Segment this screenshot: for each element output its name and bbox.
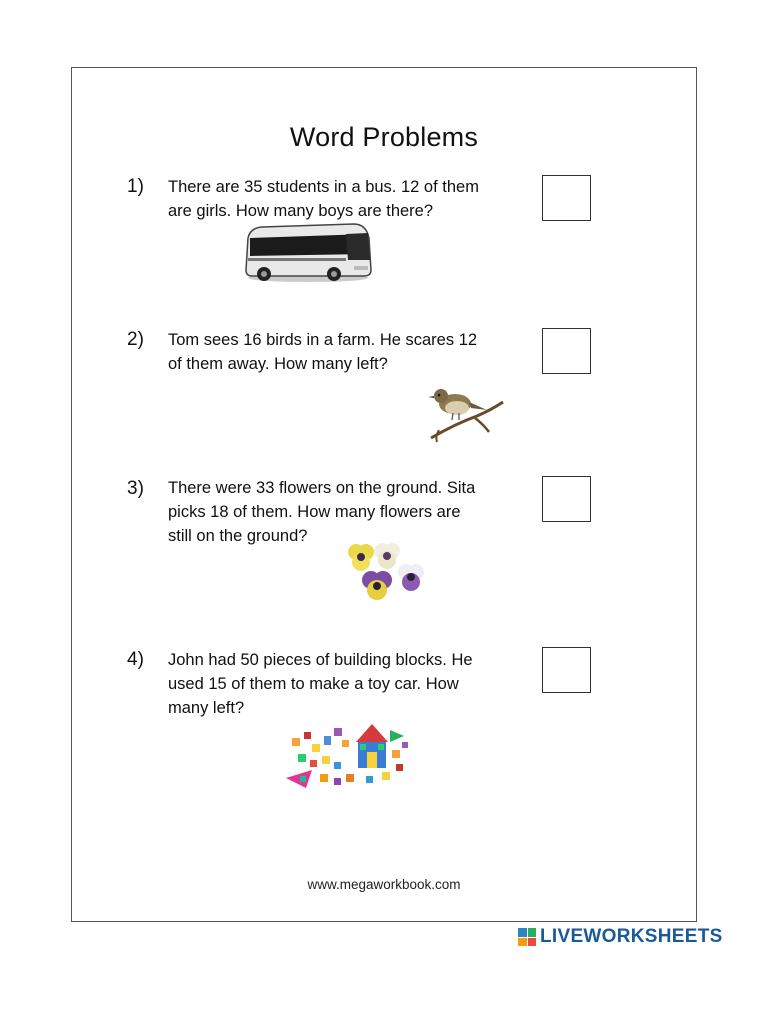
problem-2-line-2: of them away. How many left?: [168, 355, 388, 373]
liveworksheets-logo: [518, 928, 536, 946]
problem-4-answer-box[interactable]: [542, 647, 591, 693]
problem-4-line-2: used 15 of them to make a toy car. How: [168, 675, 459, 693]
problem-3-number: 3): [127, 478, 144, 499]
problem-1-line-2: are girls. How many boys are there?: [168, 202, 434, 220]
worksheet-title: Word Problems: [289, 122, 479, 152]
problem-4-number: 4): [127, 649, 144, 670]
problem-3-line-2: picks 18 of them. How many flowers are: [168, 503, 461, 521]
problem-2-answer-box[interactable]: [542, 328, 591, 374]
problem-4-text: [168, 648, 538, 720]
problem-1-answer-box[interactable]: [542, 175, 591, 221]
problem-1-number: 1): [127, 176, 144, 197]
website-footer: www.megaworkbook.com: [307, 877, 461, 892]
pansy-flowers-image: [347, 543, 433, 605]
worksheet-page: [71, 67, 697, 922]
building-blocks-image: [284, 720, 414, 794]
bus-image: [242, 220, 374, 284]
problem-3-text: [168, 476, 538, 548]
problem-2-number: 2): [127, 329, 144, 350]
problem-1-line-1: There are 35 students in a bus. 12 of them: [168, 178, 479, 196]
liveworksheets-branding[interactable]: [518, 926, 723, 948]
problem-2-line-1: Tom sees 16 birds in a farm. He scares 12: [168, 331, 478, 349]
problem-3-line-3: still on the ground?: [168, 527, 308, 545]
problem-3-line-1: There were 33 flowers on the ground. Sita: [168, 479, 476, 497]
bird-image: [425, 380, 505, 446]
problem-4-line-3: many left?: [168, 699, 245, 717]
problem-4-line-1: John had 50 pieces of building blocks. He: [168, 651, 473, 669]
problem-3-answer-box[interactable]: [542, 476, 591, 522]
problem-1-text: [168, 175, 538, 223]
problem-2-text: [168, 328, 538, 376]
liveworksheets-wordmark: LIVEWORKSHEETS: [540, 926, 723, 947]
